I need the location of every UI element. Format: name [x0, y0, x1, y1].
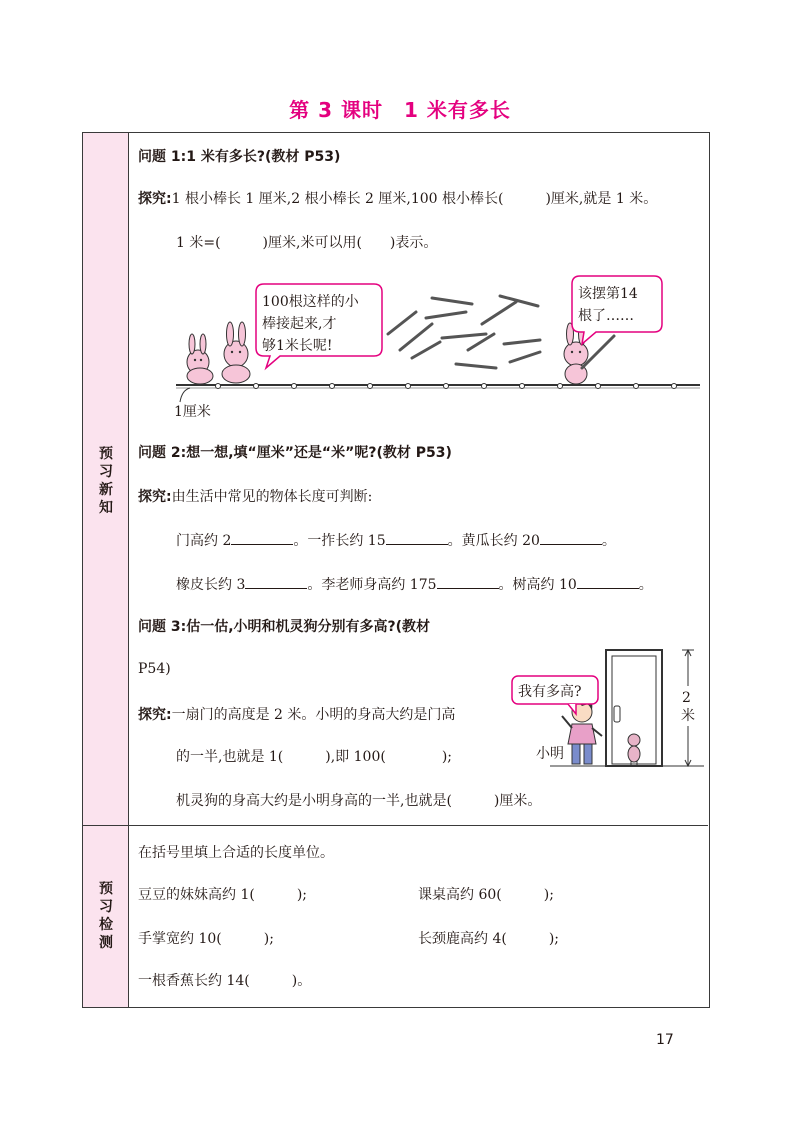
q1-heading: 问题 1:1 米有多长?(教材 P53)	[138, 149, 341, 165]
q2-row2	[176, 574, 653, 594]
bubble-left-line2: 棒接起来,才	[262, 316, 337, 332]
q1-explore-line1: 1 根小棒长 1 厘米,2 根小棒长 2 厘米,100 根小棒长( )厘米,就是 1 米。	[171, 191, 658, 207]
door-height-number: 2	[682, 690, 691, 706]
fill-blank[interactable]	[386, 530, 448, 545]
check-item-palm: 手掌宽约 10( );	[138, 931, 274, 947]
side-char: 新	[99, 482, 113, 498]
q2-explore-row	[138, 488, 372, 506]
worksheet-table	[82, 132, 710, 1008]
q2-item-tree: 。树高约 10	[498, 577, 577, 593]
q3-bubble-text: 我有多高?	[518, 684, 582, 700]
side-cell-preview-new	[83, 133, 129, 826]
page-number: 17	[656, 1032, 674, 1048]
q2-row-end: 。	[638, 577, 653, 593]
sticks-illustration	[170, 272, 710, 422]
q3-heading-line1: 问题 3:估一估,小明和机灵狗分别有多高?(教材	[138, 619, 431, 635]
side-char: 习	[99, 464, 113, 480]
q1-explore-row	[138, 190, 657, 208]
bubble-left-line1: 100根这样的小	[262, 294, 359, 310]
q3-line3: 机灵狗的身高大约是小明身高的一半,也就是( )厘米。	[176, 793, 542, 809]
q2-item-eraser: 橡皮长约 3	[176, 577, 246, 593]
q3-line1: 一扇门的高度是 2 米。小明的身高大约是门高	[171, 707, 456, 723]
check-item-desk: 课桌高约 60( );	[418, 887, 554, 903]
q2-explore-text: 由生活中常见的物体长度可判断:	[171, 489, 373, 505]
side-label-preview-check	[83, 880, 129, 952]
check-item-banana: 一根香蕉长约 14( )。	[138, 973, 312, 989]
side-char: 测	[99, 935, 113, 951]
q3-explore-row	[138, 706, 455, 724]
bubble-left-line3: 够1米长呢!	[262, 338, 333, 354]
q2-item-cucumber: 。黄瓜长约 20	[447, 533, 540, 549]
check-item-giraffe: 长颈鹿高约 4( );	[418, 931, 559, 947]
side-cell-preview-check	[83, 826, 129, 1007]
q2-heading: 问题 2:想一想,填“厘米”还是“米”呢?(教材 P53)	[138, 445, 452, 461]
side-char: 知	[99, 500, 113, 516]
explore-label: 探究:	[138, 489, 172, 505]
boy-name-label: 小明	[536, 746, 564, 762]
lesson-title: 第 3 课时 1 米有多长	[289, 98, 511, 122]
q3-heading-line2: P54)	[138, 661, 171, 677]
q2-row-end: 。	[601, 533, 616, 549]
q1-explore-line2: 1 米=( )厘米,米可以用( )表示。	[176, 235, 438, 251]
side-char: 预	[99, 446, 113, 462]
q2-item-teacher: 。李老师身高约 175	[307, 577, 437, 593]
door-height-unit: 米	[681, 708, 695, 724]
bubble-right-line1: 该摆第14	[578, 286, 638, 302]
fill-blank[interactable]	[437, 574, 499, 589]
q2-item-door: 门高约 2	[176, 533, 232, 549]
q2-row1	[176, 530, 616, 550]
fill-blank[interactable]	[577, 574, 639, 589]
fill-blank[interactable]	[245, 574, 307, 589]
bubble-right-line2: 根了……	[578, 308, 634, 324]
check-intro: 在括号里填上合适的长度单位。	[138, 845, 334, 861]
side-char: 习	[99, 899, 113, 915]
q2-item-span: 。一拃长约 15	[293, 533, 386, 549]
check-item-sister: 豆豆的妹妹高约 1( );	[138, 887, 307, 903]
side-label-preview-new	[83, 445, 129, 517]
q3-line2: 的一半,也就是 1( ),即 100( );	[176, 749, 452, 765]
side-char: 预	[99, 881, 113, 897]
fill-blank[interactable]	[540, 530, 602, 545]
fill-blank[interactable]	[231, 530, 293, 545]
door-illustration	[510, 640, 706, 770]
side-char: 检	[99, 917, 113, 933]
explore-label: 探究:	[138, 191, 172, 207]
section-divider	[83, 825, 708, 826]
explore-label: 探究:	[138, 707, 172, 723]
ruler-label: 1厘米	[174, 404, 211, 420]
